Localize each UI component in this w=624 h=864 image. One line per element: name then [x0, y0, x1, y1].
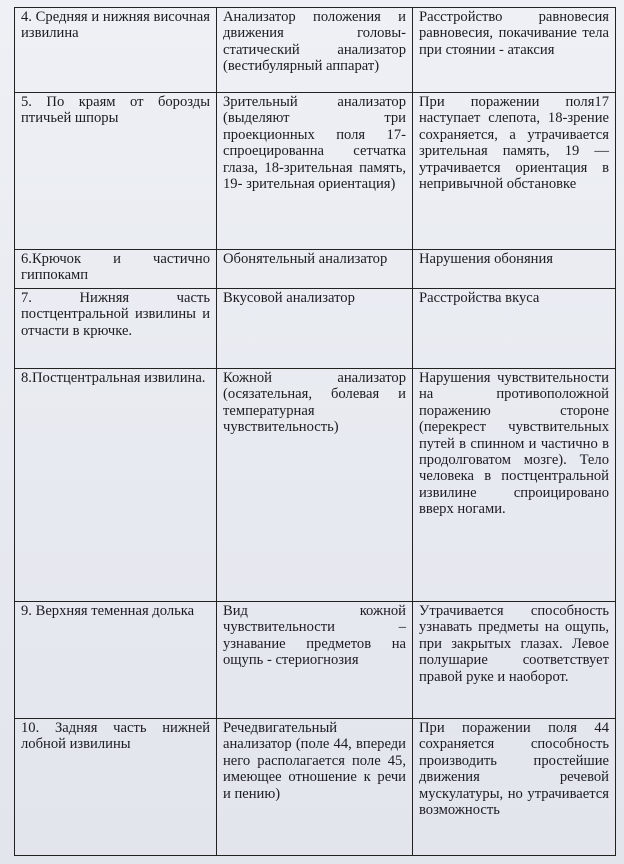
analyzer-cell: Обонятельный анализатор	[217, 250, 413, 289]
analyzer-cell: Вкусовой анализатор	[217, 289, 413, 369]
table-row	[15, 602, 616, 719]
location-cell: 9. Верхняя теменная долька	[15, 602, 217, 719]
disorder-cell: Расстройство равновесия равновесия, покачивание тела при стоянии - атаксия	[413, 8, 616, 93]
disorder-cell: При поражении поля17 наступает слепота, 18-зрение сохраняется, а утрачивается зрительная память, 19 — утрачивается ориентация в непривычной обстановке	[413, 93, 616, 250]
analyzer-cell: Анализатор положения и движения головы-статический анализатор (вестибулярный аппарат)	[217, 8, 413, 93]
location-cell: 4. Средняя и нижняя височная извилина	[15, 8, 217, 93]
disorder-cell: Утрачивается способность узнавать предметы на ощупь, при закрытых глазах. Левое полушарие соответствует правой руке и наоборот.	[413, 602, 616, 719]
table-row	[15, 289, 616, 369]
analyzer-cell: Кожной анализатор (осязательная, болевая и температурная чувствительность)	[217, 369, 413, 602]
disorder-cell: При поражении поля 44 сохраняется способность производить простейшие движения речевой мускулатуры, но утрачивается возможность	[413, 719, 616, 856]
table-row	[15, 369, 616, 602]
disorder-cell: Нарушения обоняния	[413, 250, 616, 289]
cortex-analyzer-table	[14, 7, 616, 856]
table-row	[15, 8, 616, 93]
table-row	[15, 250, 616, 289]
location-cell: 10. Задняя часть нижней лобной извилины	[15, 719, 217, 856]
location-cell: 5. По краям от борозды птичьей шпоры	[15, 93, 217, 250]
table-row	[15, 93, 616, 250]
analyzer-cell: Речедвигательный анализатор (поле 44, впереди него располагается поле 45, имеющее отношение к речи и пению)	[217, 719, 413, 856]
location-cell: 8.Постцентральная извилина.	[15, 369, 217, 602]
location-cell: 7. Нижняя часть постцентральной извилины и отчасти в крючке.	[15, 289, 217, 369]
disorder-cell: Нарушения чувствительности на противоположной поражению стороне (перекрест чувствительных путей в спинном и частично в продолговатом мозге). Тело человека в постцентральной извилине спроицировано вверх ногами.	[413, 369, 616, 602]
table-row	[15, 719, 616, 856]
location-cell: 6.Крючок и частично гиппокамп	[15, 250, 217, 289]
disorder-cell: Расстройства вкуса	[413, 289, 616, 369]
analyzer-cell: Зрительный анализатор (выделяют три проекционных поля 17-спроецированна сетчатка глаза, 18-зрительная память, 19- зрительная ориентация)	[217, 93, 413, 250]
analyzer-cell: Вид кожной чувствительности – узнавание предметов на ощупь - стериогнозия	[217, 602, 413, 719]
